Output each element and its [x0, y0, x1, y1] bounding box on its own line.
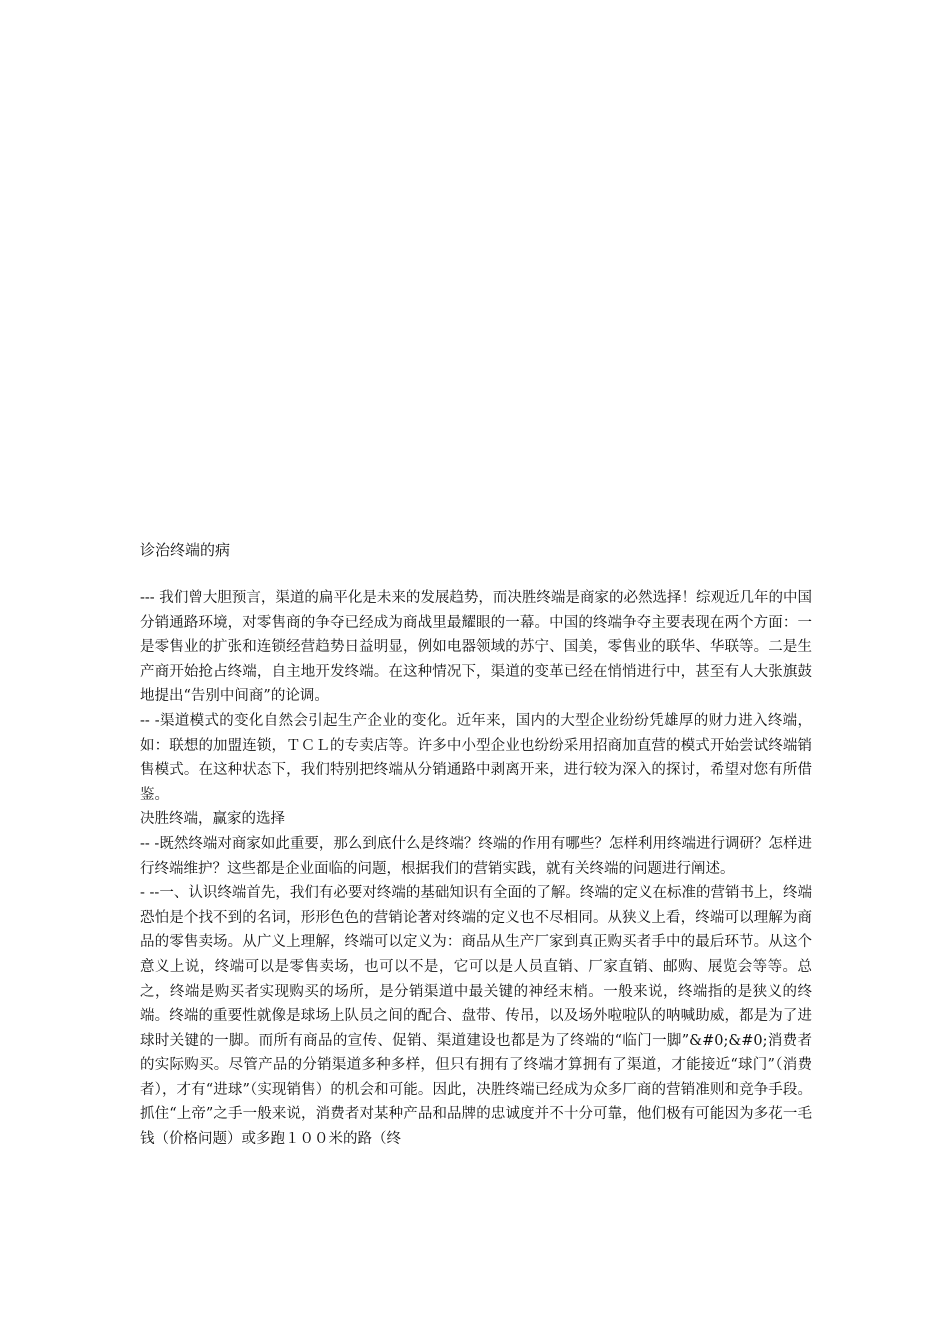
document-title: 诊治终端的病: [140, 541, 231, 559]
paragraph-3: -- -既然终端对商家如此重要，那么到底什么是终端？终端的作用有哪些？怎样利用终端进行调研？怎样进行终端维护？这些都是企业面临的问题，根据我们的营销实践，就有关终端的问题进行阐述。: [140, 835, 812, 877]
paragraph-4: - --一、认识终端首先，我们有必要对终端的基础知识有全面的了解。终端的定义在标准的营销书上，终端恐怕是个找不到的名词，形形色色的营销论著对终端的定义也不尽相同。从狭义上看，终端可以理解为商品的零售卖场。从广义上理解，终端可以定义为：商品从生产厂家到真正购买者手中的最后环节。从这个意义上说，终端可以是零售卖场，也可以不是，它可以是人员直销、厂家直销、邮购、展览会等等。总之，终端是购买者实现购买的场所，是分销渠道中最关键的神经末梢。一般来说，终端指的是狭义的终端。终端的重要性就像是球场上队员之间的配合、盘带、传吊，以及场外啦啦队的呐喊助威，都是为了进球时关键的一脚。而所有商品的宣传、促销、渠道建设也都是为了终端的“临门一脚”&#0;&#0;消费者的实际购买。尽管产品的分销渠道多种多样，但只有拥有了终端才算拥有了渠道，才能接近“球门”（消费者），才有“进球”（实现销售）的机会和可能。因此，决胜终端已经成为众多厂商的营销准则和竞争手段。抓住“上帝”之手一般来说，消费者对某种产品和品牌的忠诚度并不十分可靠，他们极有可能因为多花一毛钱（价格问题）或多跑１００米的路（终: [140, 885, 812, 1148]
paragraph-2: -- -渠道模式的变化自然会引起生产企业的变化。近年来，国内的大型企业纷纷凭雄厚的财力进入终端，如：联想的加盟连锁，ＴＣＬ的专卖店等。许多中小型企业也纷纷采用招商加直营的模式开始尝试终端销售模式。在这种状态下，我们特别把终端从分销通路中剥离开来，进行较为深入的探讨，希望对您有所借鉴。: [140, 712, 812, 803]
paragraph-1: --- 我们曾大胆预言，渠道的扁平化是未来的发展趋势，而决胜终端是商家的必然选择！综观近几年的中国分销通路环境，对零售商的争夺已经成为商战里最耀眼的一幕。中国的终端争夺主要表现在两个方面：一是零售业的扩张和连锁经营趋势日益明显，例如电器领域的苏宁、国美，零售业的联华、华联等。二是生产商开始抢占终端，自主地开发终端。在这种情况下，渠道的变革已经在悄悄进行中，甚至有人大张旗鼓地提出“告别中间商”的论调。: [140, 590, 812, 705]
document-body: [140, 538, 812, 1152]
section-heading: 决胜终端，赢家的选择: [140, 811, 285, 828]
